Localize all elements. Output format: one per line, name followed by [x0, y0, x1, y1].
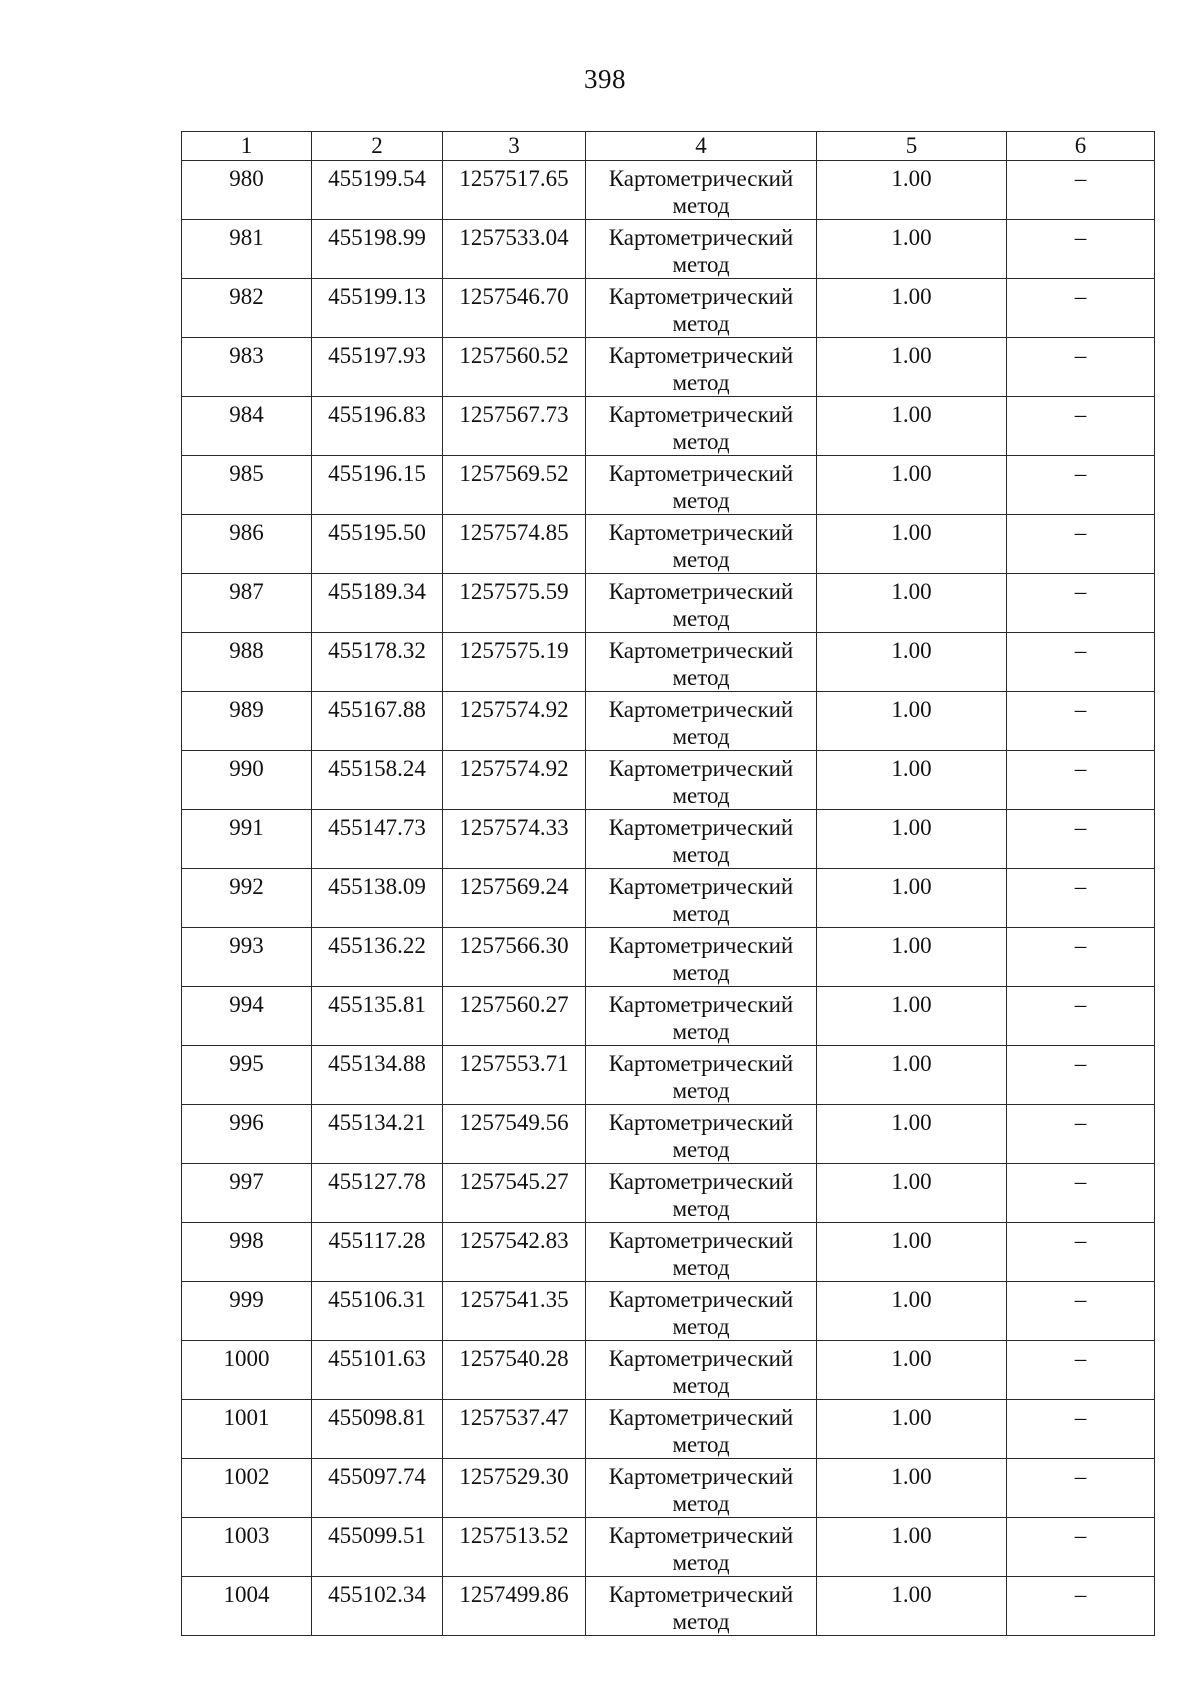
table-row [182, 279, 1155, 338]
y-coordinate-cell: 1257574.85 [443, 515, 586, 574]
column-header: 2 [312, 132, 443, 161]
method-cell: Картометрический метод [586, 1223, 817, 1282]
method-cell: Картометрический метод [586, 1459, 817, 1518]
column-header: 4 [586, 132, 817, 161]
method-cell: Картометрический метод [586, 751, 817, 810]
accuracy-cell: 1.00 [817, 1577, 1007, 1636]
accuracy-cell: 1.00 [817, 869, 1007, 928]
accuracy-cell: 1.00 [817, 338, 1007, 397]
method-cell: Картометрический метод [586, 928, 817, 987]
x-coordinate-cell: 455196.83 [312, 397, 443, 456]
method-cell: Картометрический метод [586, 515, 817, 574]
y-coordinate-cell: 1257545.27 [443, 1164, 586, 1223]
point-number-cell: 996 [182, 1105, 312, 1164]
description-cell: – [1007, 987, 1155, 1046]
point-number-cell: 981 [182, 220, 312, 279]
x-coordinate-cell: 455102.34 [312, 1577, 443, 1636]
method-cell: Картометрический метод [586, 161, 817, 220]
accuracy-cell: 1.00 [817, 810, 1007, 869]
x-coordinate-cell: 455101.63 [312, 1341, 443, 1400]
accuracy-cell: 1.00 [817, 279, 1007, 338]
table-row [182, 456, 1155, 515]
point-number-cell: 997 [182, 1164, 312, 1223]
x-coordinate-cell: 455134.88 [312, 1046, 443, 1105]
table-row [182, 1341, 1155, 1400]
point-number-cell: 998 [182, 1223, 312, 1282]
description-cell: – [1007, 869, 1155, 928]
description-cell: – [1007, 1577, 1155, 1636]
y-coordinate-cell: 1257567.73 [443, 397, 586, 456]
x-coordinate-cell: 455135.81 [312, 987, 443, 1046]
method-cell: Картометрический метод [586, 1577, 817, 1636]
y-coordinate-cell: 1257533.04 [443, 220, 586, 279]
description-cell: – [1007, 1282, 1155, 1341]
y-coordinate-cell: 1257546.70 [443, 279, 586, 338]
table-row [182, 161, 1155, 220]
point-number-cell: 982 [182, 279, 312, 338]
point-number-cell: 983 [182, 338, 312, 397]
x-coordinate-cell: 455117.28 [312, 1223, 443, 1282]
accuracy-cell: 1.00 [817, 1046, 1007, 1105]
description-cell: – [1007, 810, 1155, 869]
point-number-cell: 994 [182, 987, 312, 1046]
y-coordinate-cell: 1257575.59 [443, 574, 586, 633]
description-cell: – [1007, 1400, 1155, 1459]
description-cell: – [1007, 1341, 1155, 1400]
x-coordinate-cell: 455097.74 [312, 1459, 443, 1518]
description-cell: – [1007, 397, 1155, 456]
accuracy-cell: 1.00 [817, 1341, 1007, 1400]
x-coordinate-cell: 455189.34 [312, 574, 443, 633]
description-cell: – [1007, 279, 1155, 338]
method-cell: Картометрический метод [586, 574, 817, 633]
x-coordinate-cell: 455106.31 [312, 1282, 443, 1341]
accuracy-cell: 1.00 [817, 633, 1007, 692]
point-number-cell: 988 [182, 633, 312, 692]
method-cell: Картометрический метод [586, 338, 817, 397]
point-number-cell: 995 [182, 1046, 312, 1105]
description-cell: – [1007, 456, 1155, 515]
accuracy-cell: 1.00 [817, 574, 1007, 633]
x-coordinate-cell: 455199.13 [312, 279, 443, 338]
point-number-cell: 986 [182, 515, 312, 574]
x-coordinate-cell: 455178.32 [312, 633, 443, 692]
point-number-cell: 987 [182, 574, 312, 633]
y-coordinate-cell: 1257575.19 [443, 633, 586, 692]
accuracy-cell: 1.00 [817, 1223, 1007, 1282]
y-coordinate-cell: 1257542.83 [443, 1223, 586, 1282]
table-row [182, 633, 1155, 692]
description-cell: – [1007, 1046, 1155, 1105]
accuracy-cell: 1.00 [817, 751, 1007, 810]
x-coordinate-cell: 455167.88 [312, 692, 443, 751]
description-cell: – [1007, 161, 1155, 220]
method-cell: Картометрический метод [586, 1400, 817, 1459]
table-row [182, 928, 1155, 987]
method-cell: Картометрический метод [586, 987, 817, 1046]
description-cell: – [1007, 515, 1155, 574]
method-cell: Картометрический метод [586, 810, 817, 869]
table-row [182, 1223, 1155, 1282]
description-cell: – [1007, 1105, 1155, 1164]
method-cell: Картометрический метод [586, 279, 817, 338]
x-coordinate-cell: 455134.21 [312, 1105, 443, 1164]
accuracy-cell: 1.00 [817, 161, 1007, 220]
table-body [182, 161, 1155, 1636]
x-coordinate-cell: 455195.50 [312, 515, 443, 574]
page-number: 398 [584, 64, 626, 94]
x-coordinate-cell: 455138.09 [312, 869, 443, 928]
table-row [182, 1282, 1155, 1341]
table-row [182, 1577, 1155, 1636]
table-row [182, 810, 1155, 869]
y-coordinate-cell: 1257540.28 [443, 1341, 586, 1400]
y-coordinate-cell: 1257517.65 [443, 161, 586, 220]
y-coordinate-cell: 1257513.52 [443, 1518, 586, 1577]
y-coordinate-cell: 1257549.56 [443, 1105, 586, 1164]
accuracy-cell: 1.00 [817, 1164, 1007, 1223]
accuracy-cell: 1.00 [817, 987, 1007, 1046]
table-row [182, 515, 1155, 574]
table-row [182, 1164, 1155, 1223]
y-coordinate-cell: 1257529.30 [443, 1459, 586, 1518]
accuracy-cell: 1.00 [817, 1400, 1007, 1459]
accuracy-cell: 1.00 [817, 1459, 1007, 1518]
table-row [182, 1400, 1155, 1459]
table-row [182, 692, 1155, 751]
method-cell: Картометрический метод [586, 397, 817, 456]
y-coordinate-cell: 1257574.33 [443, 810, 586, 869]
point-number-cell: 984 [182, 397, 312, 456]
table-row [182, 220, 1155, 279]
point-number-cell: 991 [182, 810, 312, 869]
description-cell: – [1007, 1223, 1155, 1282]
table-row [182, 338, 1155, 397]
table-row [182, 1459, 1155, 1518]
description-cell: – [1007, 1518, 1155, 1577]
description-cell: – [1007, 1459, 1155, 1518]
y-coordinate-cell: 1257574.92 [443, 751, 586, 810]
method-cell: Картометрический метод [586, 869, 817, 928]
method-cell: Картометрический метод [586, 1046, 817, 1105]
method-cell: Картометрический метод [586, 1282, 817, 1341]
method-cell: Картометрический метод [586, 692, 817, 751]
description-cell: – [1007, 220, 1155, 279]
accuracy-cell: 1.00 [817, 928, 1007, 987]
point-number-cell: 980 [182, 161, 312, 220]
table-row [182, 1518, 1155, 1577]
x-coordinate-cell: 455199.54 [312, 161, 443, 220]
y-coordinate-cell: 1257560.52 [443, 338, 586, 397]
y-coordinate-cell: 1257569.52 [443, 456, 586, 515]
y-coordinate-cell: 1257499.86 [443, 1577, 586, 1636]
accuracy-cell: 1.00 [817, 397, 1007, 456]
method-cell: Картометрический метод [586, 456, 817, 515]
table-row [182, 869, 1155, 928]
table-row [182, 1046, 1155, 1105]
column-header: 6 [1007, 132, 1155, 161]
column-header: 3 [443, 132, 586, 161]
description-cell: – [1007, 1164, 1155, 1223]
point-number-cell: 993 [182, 928, 312, 987]
coordinates-table [181, 131, 1155, 1636]
x-coordinate-cell: 455147.73 [312, 810, 443, 869]
x-coordinate-cell: 455158.24 [312, 751, 443, 810]
accuracy-cell: 1.00 [817, 220, 1007, 279]
y-coordinate-cell: 1257566.30 [443, 928, 586, 987]
description-cell: – [1007, 928, 1155, 987]
y-coordinate-cell: 1257553.71 [443, 1046, 586, 1105]
accuracy-cell: 1.00 [817, 1105, 1007, 1164]
description-cell: – [1007, 338, 1155, 397]
method-cell: Картометрический метод [586, 1164, 817, 1223]
method-cell: Картометрический метод [586, 1105, 817, 1164]
method-cell: Картометрический метод [586, 633, 817, 692]
x-coordinate-cell: 455136.22 [312, 928, 443, 987]
point-number-cell: 1000 [182, 1341, 312, 1400]
accuracy-cell: 1.00 [817, 515, 1007, 574]
table-row [182, 987, 1155, 1046]
point-number-cell: 1002 [182, 1459, 312, 1518]
table-row [182, 1105, 1155, 1164]
description-cell: – [1007, 751, 1155, 810]
x-coordinate-cell: 455098.81 [312, 1400, 443, 1459]
accuracy-cell: 1.00 [817, 1282, 1007, 1341]
table-row [182, 751, 1155, 810]
x-coordinate-cell: 455198.99 [312, 220, 443, 279]
description-cell: – [1007, 692, 1155, 751]
y-coordinate-cell: 1257574.92 [443, 692, 586, 751]
method-cell: Картометрический метод [586, 1518, 817, 1577]
y-coordinate-cell: 1257569.24 [443, 869, 586, 928]
method-cell: Картометрический метод [586, 1341, 817, 1400]
point-number-cell: 1001 [182, 1400, 312, 1459]
y-coordinate-cell: 1257560.27 [443, 987, 586, 1046]
x-coordinate-cell: 455127.78 [312, 1164, 443, 1223]
point-number-cell: 992 [182, 869, 312, 928]
y-coordinate-cell: 1257541.35 [443, 1282, 586, 1341]
point-number-cell: 999 [182, 1282, 312, 1341]
point-number-cell: 989 [182, 692, 312, 751]
column-header: 5 [817, 132, 1007, 161]
point-number-cell: 990 [182, 751, 312, 810]
x-coordinate-cell: 455197.93 [312, 338, 443, 397]
x-coordinate-cell: 455196.15 [312, 456, 443, 515]
point-number-cell: 1003 [182, 1518, 312, 1577]
method-cell: Картометрический метод [586, 220, 817, 279]
point-number-cell: 1004 [182, 1577, 312, 1636]
accuracy-cell: 1.00 [817, 692, 1007, 751]
point-number-cell: 985 [182, 456, 312, 515]
description-cell: – [1007, 633, 1155, 692]
y-coordinate-cell: 1257537.47 [443, 1400, 586, 1459]
table-header-row [182, 132, 1155, 161]
x-coordinate-cell: 455099.51 [312, 1518, 443, 1577]
column-header: 1 [182, 132, 312, 161]
accuracy-cell: 1.00 [817, 456, 1007, 515]
accuracy-cell: 1.00 [817, 1518, 1007, 1577]
description-cell: – [1007, 574, 1155, 633]
table-row [182, 574, 1155, 633]
table-row [182, 397, 1155, 456]
